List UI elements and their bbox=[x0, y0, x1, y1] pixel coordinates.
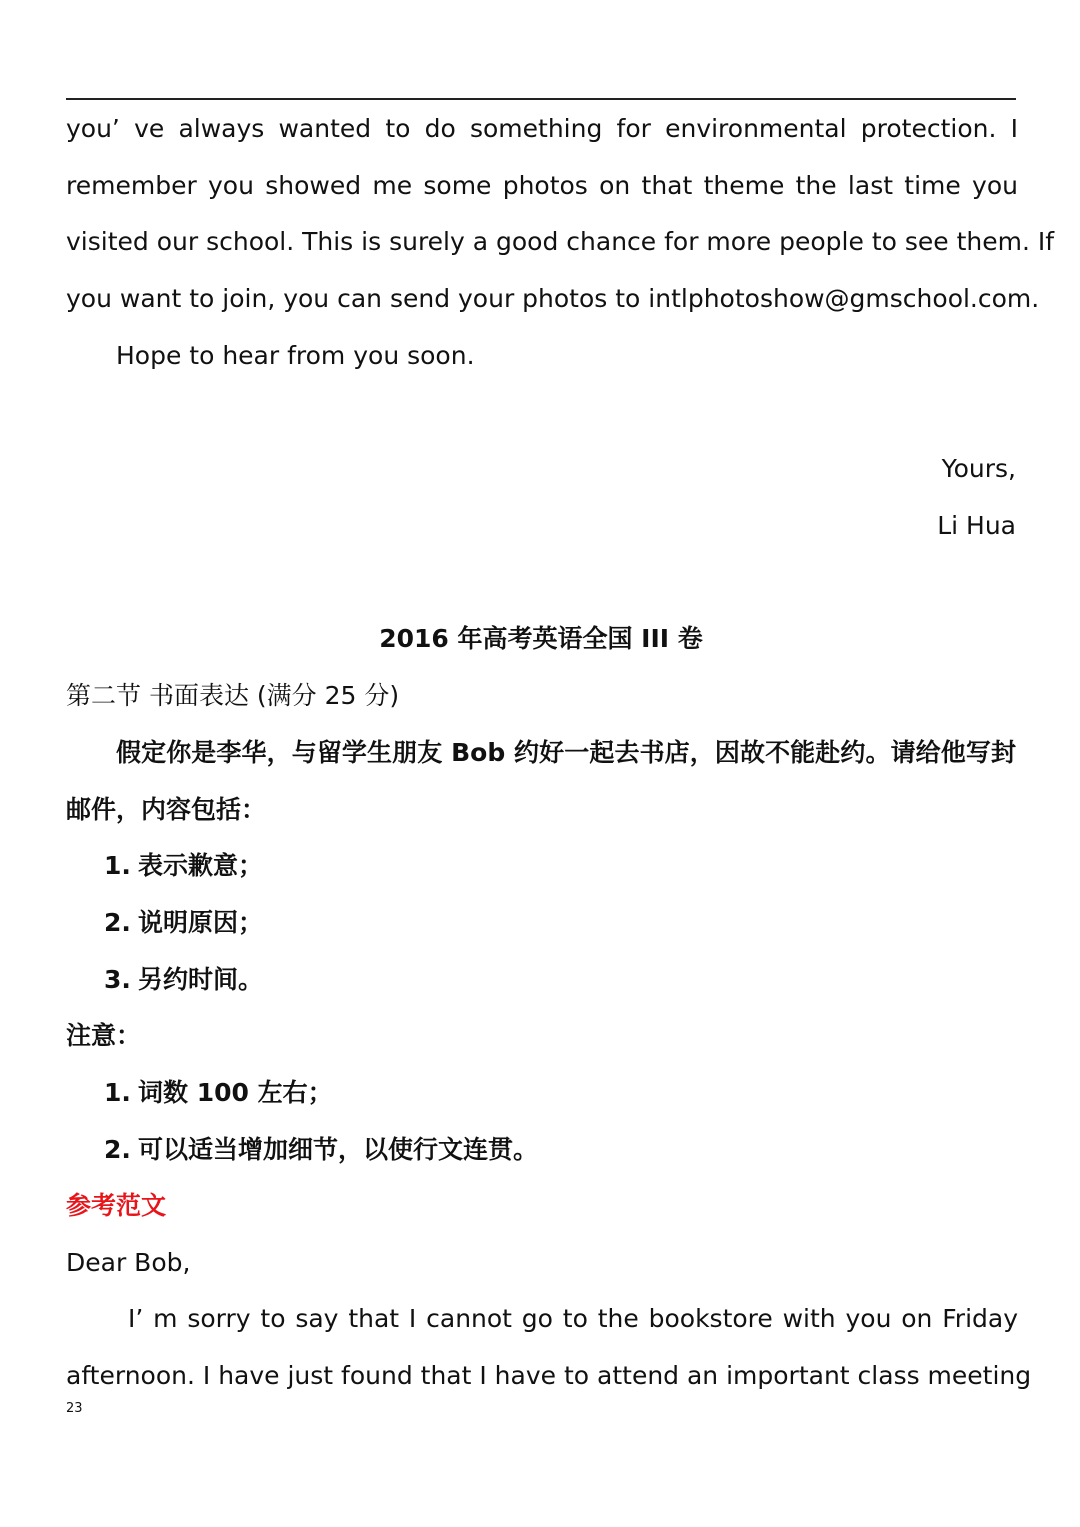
page-number: 23 bbox=[66, 1401, 83, 1416]
sample-greeting: Dear Bob, bbox=[66, 1248, 191, 1277]
letter-line-4: you want to join, you can send your photos to intlphotoshow@gmschool.com. bbox=[66, 284, 1040, 313]
letter-signature: Li Hua bbox=[937, 511, 1016, 540]
letter-closing-line: Hope to hear from you soon. bbox=[116, 341, 475, 370]
letter-line-3: visited our school. This is surely a good chance for more people to see them. If bbox=[66, 227, 1055, 256]
note-number: 1. bbox=[104, 1078, 131, 1107]
prompt-line-1: 假定你是李华，与留学生朋友 Bob 约好一起去书店，因故不能赴约。请给他写封 bbox=[116, 738, 1016, 767]
sample-essay-label: 参考范文 bbox=[66, 1191, 167, 1220]
note-number: 2. bbox=[104, 1135, 131, 1164]
requirement-item bbox=[104, 960, 263, 1000]
section-subtitle: 第二节 书面表达 (满分 25 分) bbox=[66, 681, 400, 710]
requirement-number: 3. bbox=[104, 965, 131, 994]
notes-label: 注意： bbox=[66, 1021, 142, 1050]
prompt-line-2: 邮件，内容包括： bbox=[66, 795, 267, 824]
requirement-text: 说明原因； bbox=[138, 908, 264, 937]
requirement-text: 表示歉意； bbox=[138, 851, 264, 880]
requirement-item bbox=[104, 903, 263, 943]
requirement-number: 1. bbox=[104, 851, 131, 880]
requirement-number: 2. bbox=[104, 908, 131, 937]
note-item bbox=[104, 1130, 538, 1170]
section-title: 2016 年高考英语全国 III 卷 bbox=[379, 624, 703, 653]
sample-line-1: I’ m sorry to say that I cannot go to the bookstore with you on Friday bbox=[128, 1304, 1018, 1333]
letter-line-2: remember you showed me some photos on that theme the last time you bbox=[66, 171, 1018, 200]
sample-line-2: afternoon. I have just found that I have to attend an important class meeting bbox=[66, 1361, 1032, 1390]
requirement-text: 另约时间。 bbox=[138, 965, 264, 994]
letter-line-1: you’ ve always wanted to do something for environmental protection. I bbox=[66, 114, 1018, 143]
letter-signoff: Yours, bbox=[941, 454, 1016, 483]
requirement-item bbox=[104, 846, 263, 886]
top-divider bbox=[66, 98, 1016, 100]
note-text: 可以适当增加细节，以使行文连贯。 bbox=[138, 1135, 539, 1164]
note-item bbox=[104, 1073, 333, 1113]
note-text: 词数 100 左右； bbox=[138, 1078, 333, 1107]
